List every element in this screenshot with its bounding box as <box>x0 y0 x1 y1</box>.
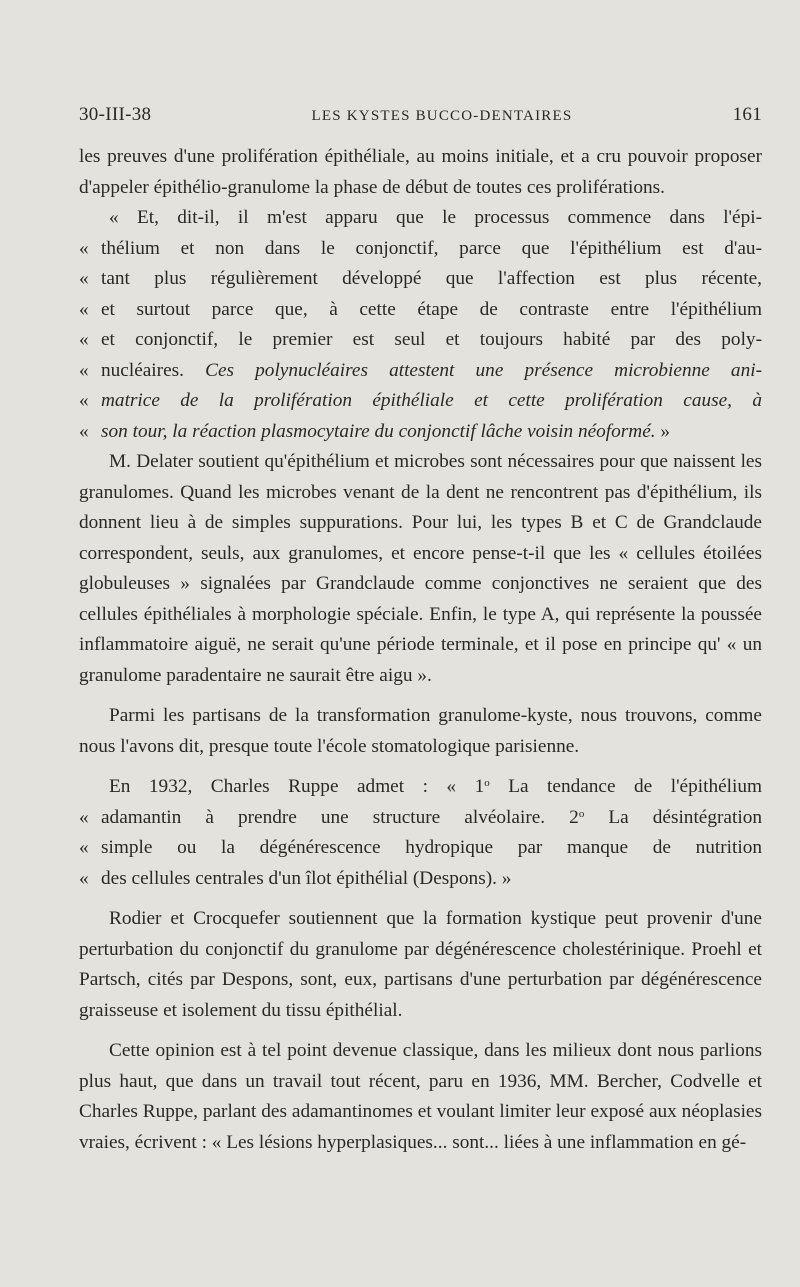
quote-line <box>79 264 762 295</box>
quote-line-text: des cellules centrales d'un îlot épithélial (Despons). » <box>101 867 512 889</box>
quote-line-text: et surtout parce que, à cette étape de contraste entre l'épithélium <box>101 298 762 320</box>
quote-line <box>79 356 762 387</box>
guillemet-mark: « <box>79 329 89 350</box>
paragraph-1: les preuves d'une prolifération épithéliale, au moins initiale, et a cru pouvoir proposer d'appeler épithélio-granulome la phase de début de toutes ces proliférations. <box>79 146 762 198</box>
quote-italic-text: matrice de la prolifération épithéliale et cette prolifération cause, à <box>101 390 762 411</box>
guillemet-mark: « <box>79 837 89 858</box>
guillemet-mark: « <box>79 237 89 259</box>
header-date: 30-III-38 <box>79 104 152 125</box>
guillemet-mark: « <box>79 867 89 889</box>
quote-line-text: En 1932, Charles Ruppe admet : « 1 <box>109 776 485 797</box>
quote-line <box>79 234 762 265</box>
guillemet-mark: « <box>79 390 89 411</box>
quote-line-text: nucléaires. <box>101 359 206 381</box>
quote-line <box>79 803 762 834</box>
guillemet-mark: « <box>79 359 89 381</box>
quote-line-text: simple ou la dégénérescence hydropique par manque de nutrition <box>101 837 762 858</box>
quote-line <box>79 833 762 864</box>
quote-line <box>79 864 762 895</box>
page-number: 161 <box>732 104 762 125</box>
ordinal-superscript: o <box>578 807 585 820</box>
quote-line <box>79 386 762 417</box>
paragraph-rodier: Rodier et Crocquefer soutiennent que la formation kystique peut provenir d'une perturbation du conjonctif du granulome par dégénérescence cholestérinique. Proehl et Partsch, cités par Despons, sont, eux, partisans d'une perturbation par dégénérescence graisseuse et isolement du tissu épithélial. <box>79 908 762 1021</box>
quote-italic-text: son tour, la réaction plasmocytaire du conjonctif lâche voisin néoformé. <box>101 420 656 442</box>
quote-delater-1 <box>79 203 762 447</box>
quote-line: « Et, dit-il, il m'est apparu que le processus commence dans l'épi- <box>109 207 762 228</box>
quote-line <box>79 772 762 803</box>
guillemet-mark: « <box>79 420 89 442</box>
paragraph-delater: M. Delater soutient qu'épithélium et microbes sont nécessaires pour que naissent les granulomes. Quand les microbes venant de la dent ne rencontrent pas d'épithélium, ils donnent lieu à de simples suppurations. Pour lui, les types B et C de Grandclaude correspondent, seuls, aux granulomes, et encore pense-t-il que les « cellules étoilées globuleuses » signalées par Grandclaude comme conjonctives ne seraient que des cellules épithéliales à morphologie spéciale. Enfin, le type A, qui représente la poussée inflammatoire aiguë, ne serait qu'une période terminale, et il pose en principe qu' « un granulome paradentaire ne saurait être aigu ». <box>79 451 762 686</box>
quote-line-text: La désintégration <box>584 806 762 828</box>
quote-italic-text: Ces polynucléaires attestent une présence microbienne ani- <box>205 359 762 381</box>
quote-line-text: thélium et non dans le conjonctif, parce que l'épithélium est d'au- <box>101 237 762 259</box>
quote-line-text: adamantin à prendre une structure alvéolaire. 2 <box>101 806 579 828</box>
quote-line <box>79 325 762 356</box>
quote-line <box>79 417 762 448</box>
quote-close: » <box>655 420 671 442</box>
paragraph-partisans: Parmi les partisans de la transformation granulome-kyste, nous trouvons, comme nous l'avons dit, presque toute l'école stomatologique parisienne. <box>79 705 762 757</box>
guillemet-mark: « <box>79 298 89 320</box>
guillemet-mark: « <box>79 268 89 289</box>
paragraph-opinion: Cette opinion est à tel point devenue classique, dans les milieux dont nous parlions plus haut, que dans un travail tout récent, paru en 1936, MM. Bercher, Codvelle et Charles Ruppe, parlant des adamantinomes et voulant limiter leur exposé aux néoplasies vraies, écrivent : « Les lésions hyperplasiques... sont... liées à une inflammation en gé- <box>79 1040 762 1153</box>
header-title: LES KYSTES BUCCO-DENTAIRES <box>311 108 573 124</box>
guillemet-mark: « <box>79 806 89 828</box>
quote-line <box>79 295 762 326</box>
running-header <box>79 104 762 126</box>
ordinal-superscript: o <box>484 777 490 789</box>
quote-line-text: La tendance de l'épithélium <box>489 776 763 797</box>
page-body <box>79 142 762 1158</box>
quote-line-text: et conjonctif, le premier est seul et toujours habité par des poly- <box>101 329 762 350</box>
quote-line-text: tant plus régulièrement développé que l'affection est plus récente, <box>101 268 762 289</box>
quote-ruppe <box>79 772 762 894</box>
